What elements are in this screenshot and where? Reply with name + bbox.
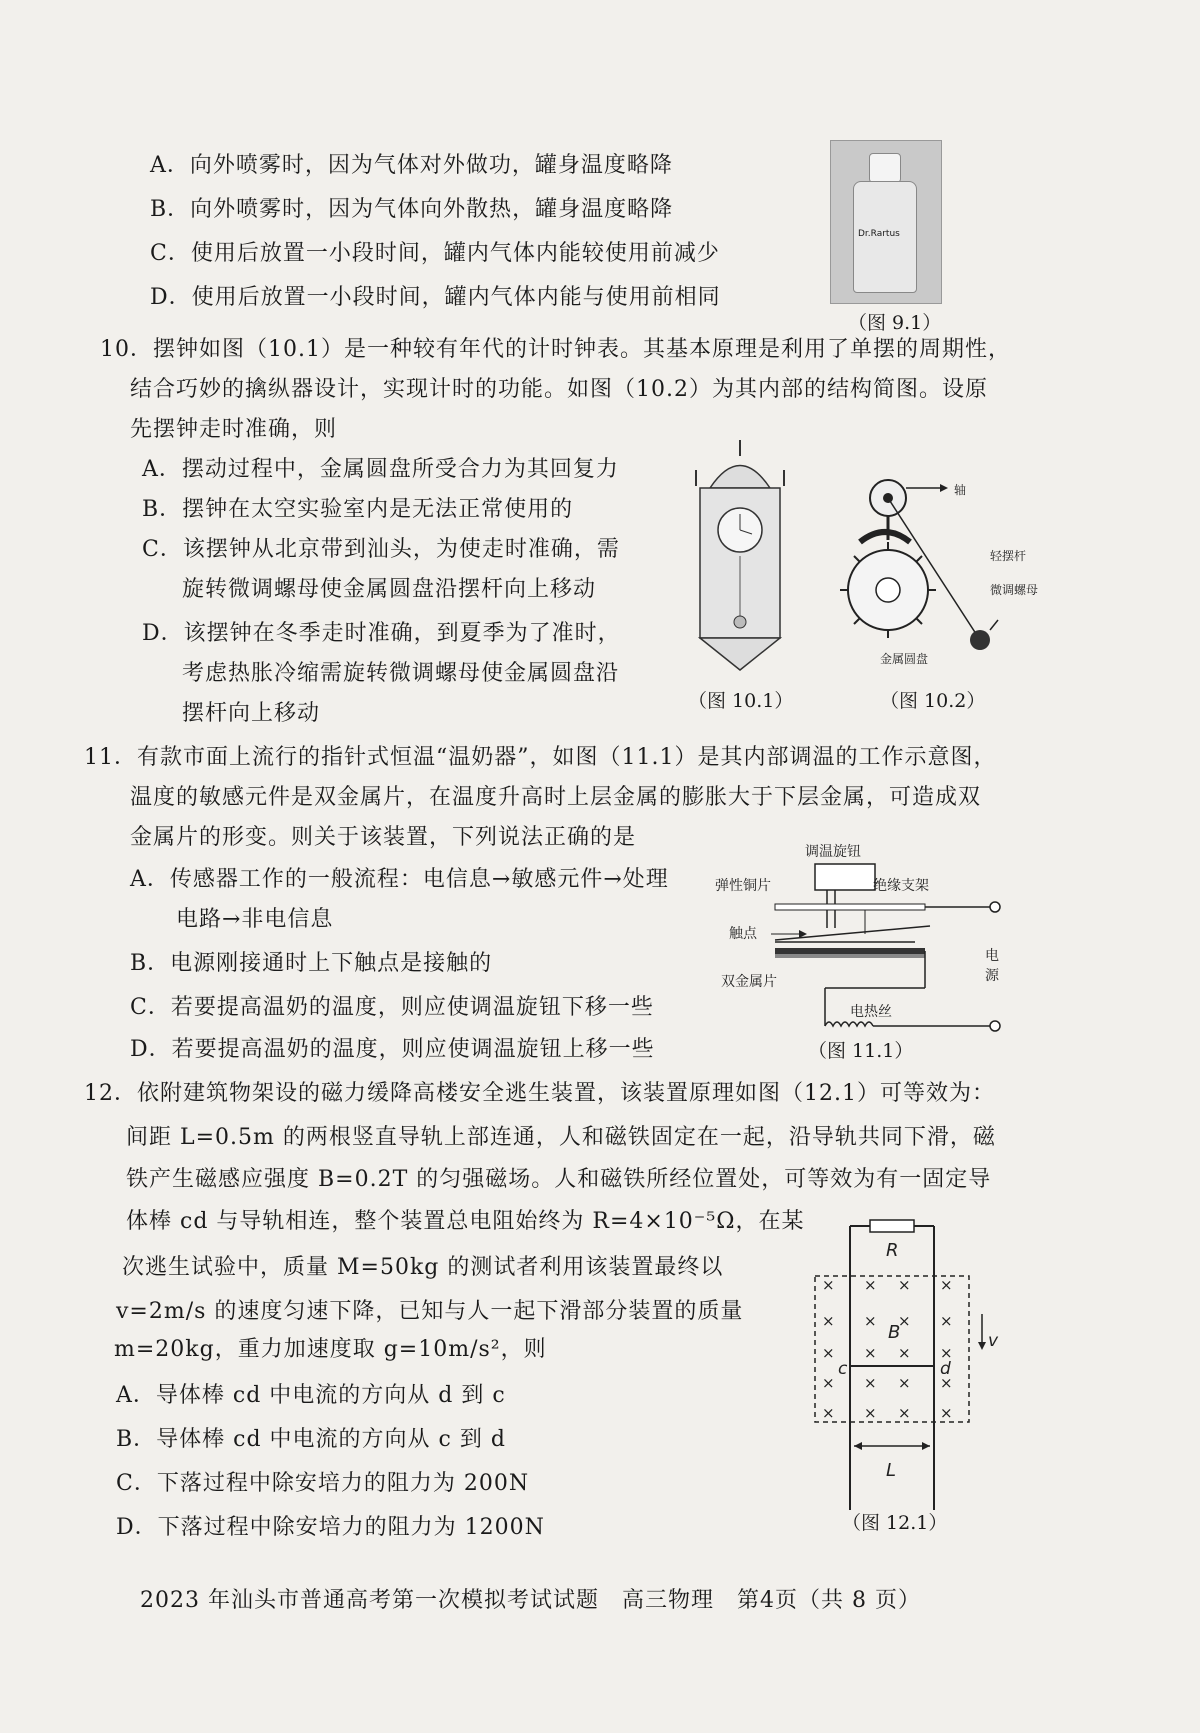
spray-can-photo [830, 140, 942, 304]
spray-can-cap [869, 153, 901, 183]
svg-text:×: × [898, 1404, 911, 1422]
q11-option-d: D．若要提高温奶的温度，则应使调温旋钮上移一些 [130, 1037, 655, 1062]
resistor-label: R [886, 1240, 899, 1261]
q12-stem-line4: 体棒 cd 与导轨相连，整个装置总电阻始终为 R=4×10⁻⁵Ω，在某 [126, 1209, 805, 1234]
svg-text:×: × [940, 1312, 953, 1330]
svg-text:×: × [940, 1276, 953, 1294]
q9-option-d: D．使用后放置一小段时间，罐内气体内能与使用前相同 [150, 285, 721, 310]
q11-option-c: C．若要提高温奶的温度，则应使调温旋钮下移一些 [130, 995, 654, 1020]
q11-option-a: A．传感器工作的一般流程：电信息→敏感元件→处理 [130, 867, 669, 892]
q10-option-c-cont: 旋转微调螺母使金属圆盘沿摆杆向上移动 [182, 577, 597, 602]
svg-text:×: × [898, 1276, 911, 1294]
power-label-1: 电 [985, 948, 999, 964]
fig-12-1-label: （图 12.1） [842, 1512, 948, 1534]
svg-text:×: × [822, 1404, 835, 1422]
svg-text:×: × [864, 1404, 877, 1422]
bracket-label: 绝缘支架 [873, 878, 929, 894]
axis-label: 轴 [954, 483, 967, 497]
fig-9-1-label: （图 9.1） [848, 312, 942, 334]
q12-stem-line5: 次逃生试验中，质量 M=50kg 的测试者利用该装置最终以 [122, 1255, 724, 1280]
spray-can-brand: Dr.Rartus [858, 229, 900, 239]
q12-stem-line2: 间距 L=0.5m 的两根竖直导轨上部连通，人和磁铁固定在一起，沿导轨共同下滑，磁 [126, 1125, 996, 1150]
svg-text:×: × [898, 1374, 911, 1392]
svg-text:×: × [898, 1344, 911, 1362]
q10-stem-line3: 先摆钟走时准确，则 [130, 417, 338, 442]
rod-end-c: c [838, 1359, 848, 1379]
q12-stem-line1: 12．依附建筑物架设的磁力缓降高楼安全逃生装置，该装置原理如图（12.1）可等效为： [84, 1081, 995, 1106]
q12-option-d: D．下落过程中除安培力的阻力为 1200N [116, 1515, 545, 1540]
q10-stem-line2: 结合巧妙的擒纵器设计，实现计时的功能。如图（10.2）为其内部的结构简图。设原 [130, 377, 988, 402]
field-label: B [888, 1322, 901, 1343]
q12-stem-line7: m=20kg，重力加速度取 g=10m/s²，则 [114, 1337, 547, 1362]
fig-10-2-label: （图 10.2） [880, 690, 986, 712]
q11-stem-line3: 金属片的形变。则关于该装置，下列说法正确的是 [130, 825, 637, 850]
q10-option-d-cont1: 考虑热胀冷缩需旋转微调螺母使金属圆盘沿 [182, 661, 620, 686]
spacing-label: L [886, 1460, 897, 1481]
magnetic-field-crosses [822, 1276, 953, 1422]
q12-option-a: A．导体棒 cd 中电流的方向从 d 到 c [116, 1383, 506, 1408]
q9-option-a: A．向外喷雾时，因为气体对外做功，罐身温度略降 [150, 153, 673, 178]
power-label-2: 源 [985, 968, 999, 984]
q9-option-b: B．向外喷雾时，因为气体向外散热，罐身温度略降 [150, 197, 674, 222]
q10-stem-line1: 10．摆钟如图（10.1）是一种较有年代的计时钟表。其基本原理是利用了单摆的周期性， [100, 337, 1011, 362]
q10-option-a: A．摆动过程中，金属圆盘所受合力为其回复力 [142, 457, 619, 482]
q10-option-b: B．摆钟在太空实验室内是无法正常使用的 [142, 497, 574, 522]
svg-text:×: × [898, 1312, 911, 1330]
rod-label: 轻摆杆 [990, 549, 1027, 563]
nut-label: 微调螺母 [990, 583, 1039, 597]
q10-option-d: D．该摆钟在冬季走时准确，到夏季为了准时， [142, 621, 621, 646]
svg-text:×: × [864, 1374, 877, 1392]
svg-text:×: × [822, 1276, 835, 1294]
svg-text:×: × [822, 1344, 835, 1362]
magnetic-rail-diagram [810, 1214, 1010, 1514]
q12-option-c: C．下落过程中除安培力的阻力为 200N [116, 1471, 530, 1496]
escapement-diagram [830, 470, 1060, 670]
q11-option-b: B．电源刚接通时上下触点是接触的 [130, 951, 493, 976]
q10-option-d-cont2: 摆杆向上移动 [182, 701, 321, 726]
svg-text:×: × [864, 1312, 877, 1330]
q12-stem-line6: v=2m/s 的速度匀速下降，已知与人一起下滑部分装置的质量 [116, 1299, 744, 1324]
bimetal-label: 双金属片 [721, 974, 777, 990]
q11-stem-line1: 11．有款市面上流行的指针式恒温“温奶器”，如图（11.1）是其内部调温的工作示意图， [84, 745, 997, 770]
velocity-label: v [988, 1331, 999, 1351]
q11-stem-line2: 温度的敏感元件是双金属片，在温度升高时上层金属的膨胀大于下层金属，可造成双 [130, 785, 982, 810]
q11-option-a-cont: 电路→非电信息 [176, 907, 334, 932]
svg-text:×: × [864, 1344, 877, 1362]
page-footer: 2023 年汕头市普通高考第一次模拟考试试题 高三物理 第4页（共 8 页） [140, 1588, 921, 1613]
heater-label: 电热丝 [850, 1004, 892, 1020]
q12-stem-line3: 铁产生磁感应强度 B=0.2T 的匀强磁场。人和磁铁所经位置处，可等效为有一固定导 [126, 1167, 992, 1192]
knob-label: 调温旋钮 [805, 844, 861, 860]
svg-text:×: × [822, 1374, 835, 1392]
svg-text:×: × [822, 1312, 835, 1330]
contact-label: 触点 [729, 926, 757, 942]
copper-label: 弹性铜片 [715, 878, 771, 894]
fig-10-1-label: （图 10.1） [688, 690, 794, 712]
q12-option-b: B．导体棒 cd 中电流的方向从 c 到 d [116, 1427, 506, 1452]
svg-text:×: × [864, 1276, 877, 1294]
svg-text:×: × [940, 1404, 953, 1422]
pendulum-clock-figure [690, 438, 790, 678]
rod-end-d: d [940, 1359, 951, 1379]
q9-option-c: C．使用后放置一小段时间，罐内气体内能较使用前减少 [150, 241, 720, 266]
disk-label: 金属圆盘 [880, 652, 929, 666]
svg-text:×: × [940, 1344, 953, 1362]
q10-option-c: C．该摆钟从北京带到汕头，为使走时准确，需 [142, 537, 620, 562]
thermostat-diagram [715, 838, 1005, 1038]
fig-11-1-label: （图 11.1） [808, 1040, 914, 1062]
svg-text:×: × [940, 1374, 953, 1392]
